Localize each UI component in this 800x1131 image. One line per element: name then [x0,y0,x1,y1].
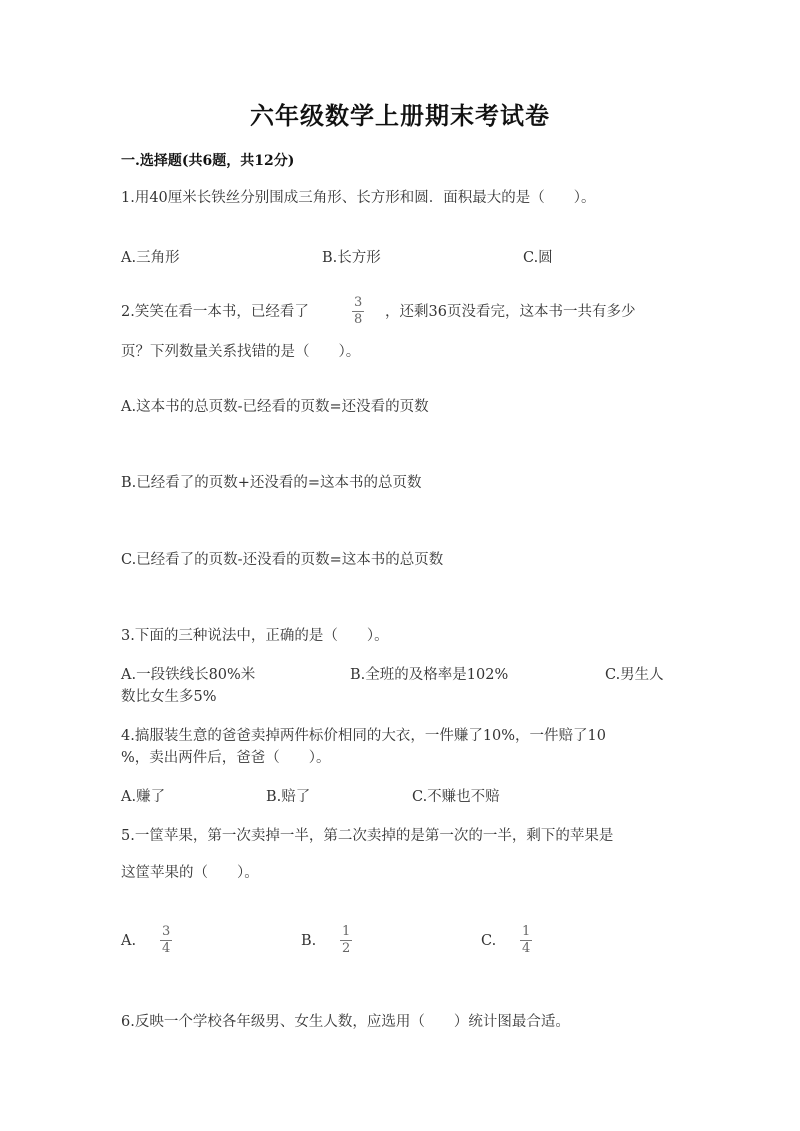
question-5-option-b-fraction [340,925,352,956]
question-1-stem: 1.用40厘米长铁丝分别围成三角形、长方形和圆．面积最大的是（ ）。 [121,190,596,206]
question-1-option-b: B.长方形 [322,250,381,266]
fraction-numerator: 1 [342,924,351,939]
question-5-option-c-fraction [520,925,532,956]
question-5-option-c-label: C. [481,933,497,949]
question-2-option-b: B.已经看了的页数+还没看的=这本书的总页数 [121,475,422,491]
question-3-stem: 3.下面的三种说法中，正确的是（ ）。 [121,628,389,644]
exam-title: 六年级数学上册期末考试卷 [250,101,550,130]
question-4-stem-line-2: %，卖出两件后，爸爸（ ）。 [121,750,331,766]
question-5-option-a-label: A. [121,933,137,949]
fraction-denominator: 8 [354,312,363,327]
question-3-option-c-continued: 数比女生多5% [121,689,217,705]
question-4-option-a: A.赚了 [121,789,166,805]
fraction-numerator: 1 [522,924,531,939]
fraction-denominator: 2 [342,941,351,956]
question-3-option-a: A.一段铁线长80%米 [121,667,256,683]
question-2-stem-end: ，还剩36页没看完，这本书一共有多少 [385,304,636,320]
question-2-option-c: C.已经看了的页数-还没看的页数=这本书的总页数 [121,552,444,568]
fraction-denominator: 4 [162,941,171,956]
question-5-stem-line-1: 5.一筐苹果，第一次卖掉一半，第二次卖掉的是第一次的一半，剩下的苹果是 [121,828,614,844]
fraction-denominator: 4 [522,941,531,956]
fraction-numerator: 3 [354,295,363,310]
question-5-option-a-fraction [160,925,172,956]
question-4-stem-line-1: 4.搞服装生意的爸爸卖掉两件标价相同的大衣，一件赚了10%，一件赔了10 [121,728,607,744]
question-5-stem-line-2: 这筐苹果的（ ）。 [121,865,259,881]
question-6-stem: 6.反映一个学校各年级男、女生人数，应选用（ ）统计图最合适。 [121,1014,570,1030]
question-2-option-a: A.这本书的总页数-已经看的页数=还没看的页数 [121,399,429,415]
question-3-option-b: B.全班的及格率是102% [350,667,509,683]
question-4-option-c: C.不赚也不赔 [412,789,500,805]
question-2-stem-line-2: 页？下列数量关系找错的是（ ）。 [121,344,361,360]
question-4-option-b: B.赔了 [266,789,311,805]
question-3-option-c: C.男生人 [605,667,664,683]
question-1-option-a: A.三角形 [121,250,180,266]
question-2-fraction [352,296,364,327]
fraction-numerator: 3 [162,924,171,939]
question-5-option-b-label: B. [301,933,317,949]
question-2-stem-start: 2.笑笑在看一本书，已经看了 [121,304,309,320]
question-1-option-c: C.圆 [523,250,553,266]
section-heading: 一.选择题(共6题，共12分) [121,153,295,169]
